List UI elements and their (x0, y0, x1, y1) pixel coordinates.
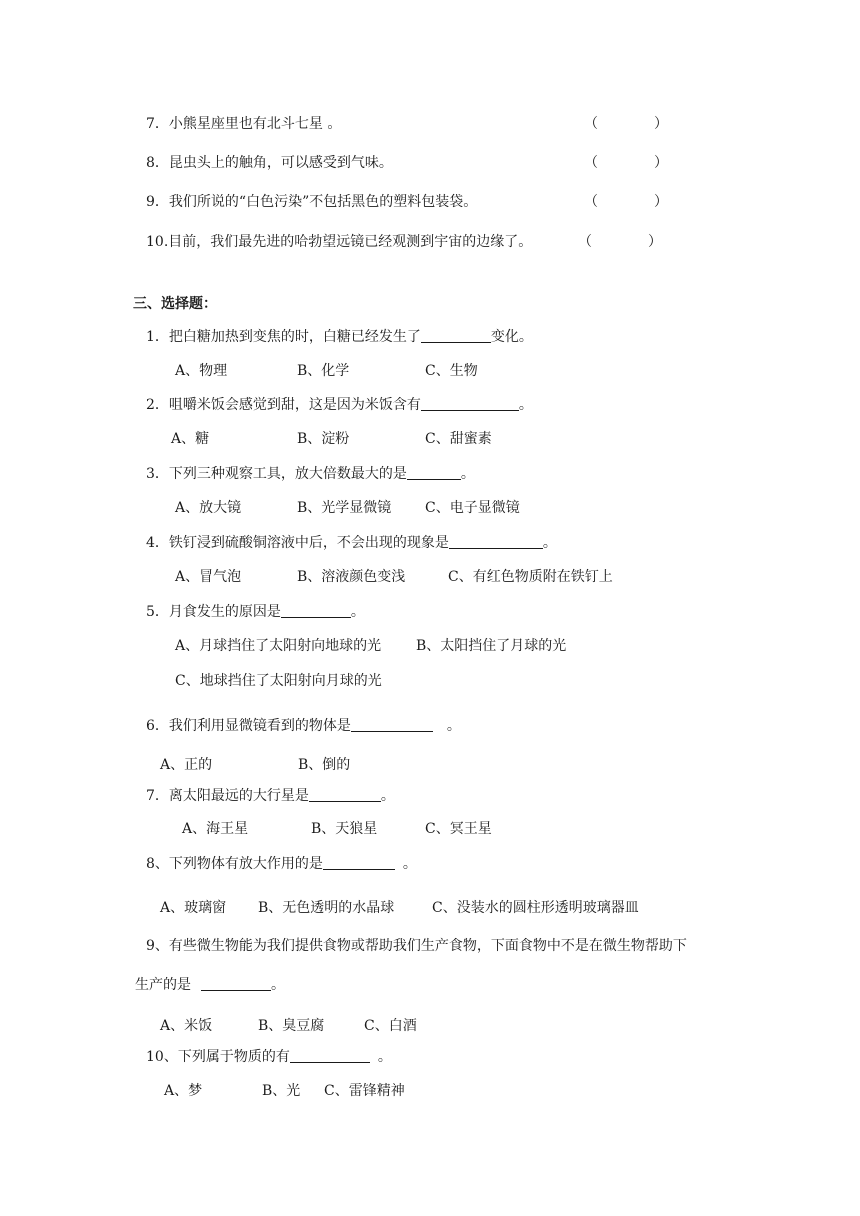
mc-question-4 (146, 533, 557, 553)
mc-question-2 (146, 395, 533, 415)
question-text: 10、下列属于物质的有 (146, 1049, 290, 1065)
mc-question-10 (146, 1047, 392, 1067)
option-c: C、有红色物质附在铁钉上 (448, 569, 613, 585)
answer-blank (309, 787, 381, 802)
tf-question-10: 10.目前，我们最先进的哈勃望远镜已经观测到宇宙的边缘了。 (146, 234, 533, 250)
option-c: C、冥王星 (425, 821, 492, 837)
answer-blank (449, 534, 543, 549)
option-b: B、臭豆腐 (258, 1018, 325, 1034)
question-text: 。 (460, 466, 475, 482)
section-heading: 三、选择题： (133, 296, 217, 312)
question-text: 。 (518, 397, 533, 413)
question-text: 。 (542, 535, 557, 551)
question-text: 。 (377, 1049, 392, 1065)
answer-blank (323, 855, 395, 870)
option-a: A、海王星 (182, 821, 249, 837)
option-a: A、月球挡住了太阳射向地球的光 (175, 638, 382, 654)
option-c: C、电子显微镜 (425, 500, 520, 516)
question-text: 4．铁钉浸到硫酸铜溶液中后，不会出现的现象是 (146, 535, 449, 551)
tf-question-7: 7．小熊星座里也有北斗七星 。 (146, 116, 342, 132)
question-text: 。 (271, 977, 285, 993)
question-text: 生产的是 (135, 977, 191, 993)
option-a: A、玻璃窗 (160, 900, 227, 916)
answer-parentheses: （ ） (584, 194, 668, 210)
option-b: B、化学 (297, 363, 350, 379)
option-a: A、梦 (164, 1083, 203, 1099)
option-c: C、雷锋精神 (324, 1083, 405, 1099)
question-text: 2．咀嚼米饭会感觉到甜，这是因为米饭含有 (146, 397, 421, 413)
option-b: B、天狼星 (311, 821, 378, 837)
answer-blank (281, 603, 351, 618)
option-b: B、光学显微镜 (297, 500, 392, 516)
option-b: B、无色透明的水晶球 (258, 900, 395, 916)
option-c: C、白酒 (364, 1018, 417, 1034)
mc-question-5 (146, 602, 365, 622)
mc-question-6 (146, 716, 461, 736)
answer-blank (201, 976, 271, 991)
question-text: 。 (402, 856, 417, 872)
mc-question-1 (146, 327, 533, 347)
question-text: 1．把白糖加热到变焦的时，白糖已经发生了 (146, 329, 421, 345)
option-b: B、溶液颜色变浅 (297, 569, 406, 585)
option-c: C、生物 (425, 363, 478, 379)
answer-blank (290, 1048, 370, 1063)
tf-question-9: 9．我们所说的“白色污染”不包括黑色的塑料包装袋。 (146, 194, 478, 210)
option-a: A、物理 (175, 363, 228, 379)
answer-blank (421, 328, 491, 343)
answer-parentheses: （ ） (578, 234, 662, 250)
option-b: B、光 (262, 1083, 301, 1099)
option-a: A、冒气泡 (175, 569, 242, 585)
option-b: B、倒的 (298, 757, 351, 773)
answer-parentheses: （ ） (584, 155, 668, 171)
option-a: A、米饭 (160, 1018, 213, 1034)
question-text: 。 (380, 788, 395, 804)
option-a: A、糖 (171, 431, 210, 447)
question-text: 3．下列三种观察工具，放大倍数最大的是 (146, 466, 407, 482)
option-a: A、正的 (160, 757, 213, 773)
question-text: 5．月食发生的原因是 (146, 604, 281, 620)
question-text: 变化。 (490, 329, 533, 345)
mc-question-3 (146, 464, 475, 484)
mc-question-9-continued (135, 975, 285, 995)
option-c: C、地球挡住了太阳射向月球的光 (175, 673, 382, 689)
answer-parentheses: （ ） (584, 116, 668, 132)
question-text: 。 (446, 718, 461, 734)
option-a: A、放大镜 (175, 500, 242, 516)
answer-blank (351, 717, 433, 732)
question-text: 。 (350, 604, 365, 620)
question-text: 7．离太阳最远的大行星是 (146, 788, 309, 804)
option-b: B、太阳挡住了月球的光 (416, 638, 567, 654)
question-text: 6．我们利用显微镜看到的物体是 (146, 718, 351, 734)
mc-question-8 (146, 854, 417, 874)
option-c: C、没装水的圆柱形透明玻璃器皿 (432, 900, 639, 916)
option-c: C、甜蜜素 (425, 431, 492, 447)
mc-question-7 (146, 786, 395, 806)
tf-question-8: 8．昆虫头上的触角，可以感受到气味。 (146, 155, 393, 171)
answer-blank (407, 465, 461, 480)
answer-blank (421, 396, 519, 411)
question-text: 8、下列物体有放大作用的是 (146, 856, 323, 872)
option-b: B、淀粉 (297, 431, 350, 447)
mc-question-9: 9、有些微生物能为我们提供食物或帮助我们生产食物，下面食物中不是在微生物帮助下 (146, 938, 687, 954)
